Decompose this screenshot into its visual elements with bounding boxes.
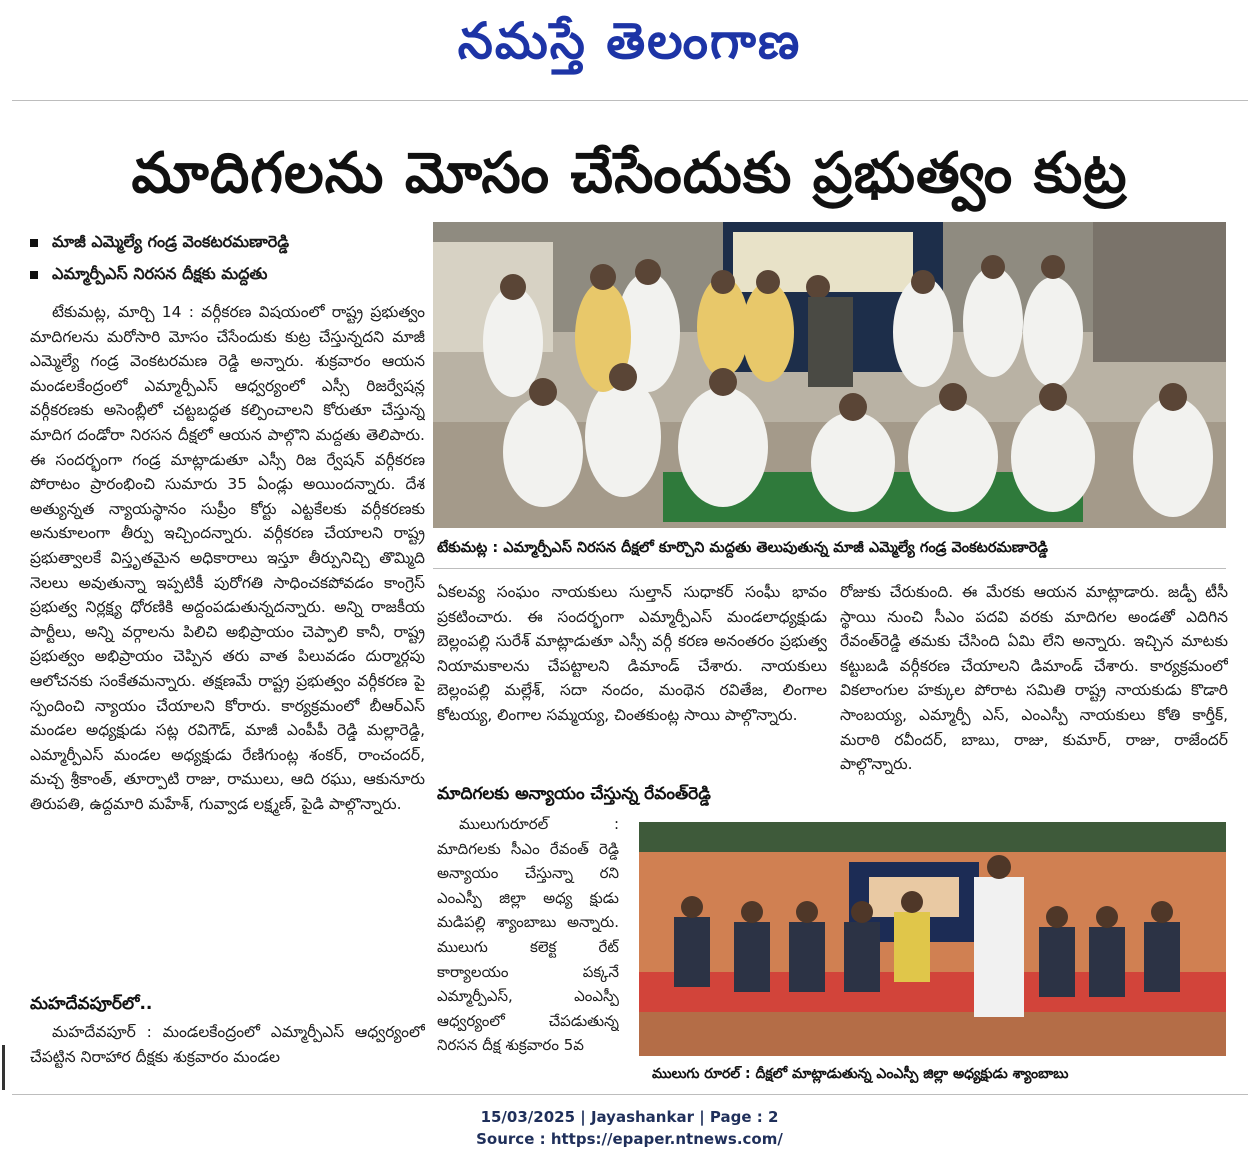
protest-photo-tekumatla	[433, 222, 1226, 528]
bullet-square-icon	[30, 271, 38, 279]
headline: మాదిగలను మోసం చేసేందుకు ప్రభుత్వం కుట్ర	[131, 140, 1128, 206]
footer-date-page: 15/03/2025 | Jayashankar | Page : 2	[480, 1108, 779, 1126]
masthead-title: నమస్తే తెలంగాణ	[457, 11, 802, 70]
photo-caption-tekumatla: టేకుమట్ల : ఎమ్మార్పీఎస్ నిరసన దీక్షలో కూర్చొని మద్దతు తెలుపుతున్న మాజీ ఎమ్మెల్యే గండ్ర వెంకటరమణారెడ్డి	[437, 540, 1049, 556]
protest-photo-image	[433, 222, 1226, 528]
article-mahadevpur: మహదేవపూర్ : మండలకేంద్రంలో ఎమ్మార్పీఎస్ ఆధ్వర్యంలో చేపట్టిన నిరాహార దీక్షకు శుక్రవారం మండల	[30, 1023, 425, 1066]
masthead-divider	[12, 100, 1248, 101]
photo-caption-mulugu: ములుగు రూరల్ : దీక్షలో మాట్లాడుతున్న ఎంఎస్పీ జిల్లా అధ్యక్షుడు శ్యాంబాబు	[652, 1066, 1069, 1082]
article-paragraph: టేకుమట్ల, మార్చి 14 : వర్గీకరణ విషయంలో రాష్ట్ర ప్రభుత్వం మాదిగలను మరోసారి మోసం చేసేందుకు కుట్ర చేస్తున్నదని మాజీ ఎమ్మెల్యే గండ్ర వెంకటరమణ రెడ్డి అన్నారు. శుక్రవారం ఆయన మండలకేంద్రంలో ఎమ్మార్పీఎస్ ఆధ్వర్యంలో ఎస్సీ రిజర్వేషన్ల వర్గీకరణకు అసెంబ్లీలో చట్టబద్ధత కల్పించాలని కోరుతూ చేస్తున్న మాదిగ దండోరా నిరసన దీక్షలో ఆయన పాల్గొని మద్దతు తెలిపారు. ఈ సందర్భంగా గండ్ర మాట్లాడుతూ ఎస్సీ రిజ ర్వేషన్ వర్గీకరణ పోరాటం ప్రారంభించి సుమారు 35 ఏండ్లు అయిందన్నారు. దేశ అత్యున్నత న్యాయస్థానం సుప్రీం కోర్టు ఎట్టకేలకు వర్గీకరణకు అనుకూలంగా తీర్పు ఇచ్చిందన్నారు. వర్గీకరణ చేయాలని రాష్ట్ర ప్రభుత్వాలకే విస్తృతమైన అధికారాలు ఇస్తూ తీర్పునిచ్చి తొమ్మిది నెలలు అవుతున్నా ఇప్పటికీ పురోగతి సాధించకపోవడం కాంగ్రెస్ ప్రభుత్వ నిర్లక్ష్య ధోరణికి అద్దంపడుతున్నదన్నారు. అన్ని రాజకీయ పార్టీలు, అన్ని వర్గాలను పిలిచి అభిప్రాయం చెప్పాలి కానీ, రాష్ట్ర ప్రభుత్వం అభిప్రాయం చెప్పిన తరు వాత పిలువడం దుర్మార్గపు ఆలోచనకు సంకేతమన్నారు. తక్షణమే రాష్ట్ర ప్రభుత్వం వర్గీకరణ పై స్పందించి న్యాయం చేయాలని కోరారు. కార్యక్రమంలో బీఆర్ఎస్ మండల అధ్యక్షుడు సట్ల రవిగౌడ్, మాజీ ఎంపీపీ రెడ్డి మల్లారెడ్డి, ఎమ్మార్పీఎస్ మండల అధ్యక్షుడు రేణిగుంట్ల శంకర్, రాంచందర్, మచ్చ శ్రీకాంత్, తూర్పాటి రాజు, రాములు, ఆది రఘు, ఆకునూరు తిరుపతి, ఉద్దమారి మహేశ్, గువ్వాడ లక్ష్మణ్, పైడి పాల్గొన్నారు.	[30, 303, 425, 813]
protest-photo-image	[639, 822, 1226, 1056]
footer-divider	[12, 1094, 1248, 1095]
article-main	[30, 300, 425, 990]
footer-source-link[interactable]: Source : https://epaper.ntnews.com/	[476, 1130, 783, 1148]
article-mulugu-continued: రోజుకు చేరుకుంది. ఈ మేరకు ఆయన మాట్లాడారు. జడ్పీ టీసీ స్థాయి నుంచి సీఎం పదవి వరకు మాదిగల అండతో ఎదిగిన రేవంత్‌రెడ్డి తమకు చేసింది ఏమి లేని అన్నారు. ఇచ్చిన మాటకు కట్టుబడి వర్గీకరణ చేయాలని డిమాండ్ చేశారు. కార్యక్రమంలో వికలాంగుల హక్కుల పోరాట సమితి రాష్ట్ర నాయకుడు కొడారి సాంబయ్య, ఎమ్మార్పీ ఎస్, ఎంఎస్పీ నాయకులు కోతి కార్తీక్, మరాఠి రవీందర్, బాబు, రాజు, కుమార్, రాజు, రాజేందర్ పాల్గొన్నారు.	[840, 583, 1228, 774]
bullet-square-icon	[30, 239, 38, 247]
bullet-item: ఎమ్మార్పీఎస్ నిరసన దీక్షకు మద్దతు	[30, 258, 425, 290]
article-mulugu: ములుగురూరల్ : మాదిగలకు సీఎం రేవంత్ రెడ్డి అన్యాయం చేస్తున్నా రని ఎంఎస్పీ జిల్లా అధ్య క్షుడు మడిపల్లి శ్యాంబాబు అన్నారు. ములుగు కలెక్ట రేట్ కార్యాలయం పక్కనే ఎమ్మార్పీఎస్, ఎంఎస్పీ ఆధ్వర్యంలో చేపడుతున్న నిరసన దీక్ష శుక్రవారం 5వ	[437, 815, 619, 1055]
page-edge-marker	[2, 1045, 5, 1090]
caption-divider	[433, 568, 1226, 569]
bullet-list	[30, 226, 425, 290]
article-mahadevpur-continued: ఏకలవ్య సంఘం నాయకులు సుల్తాన్ సుధాకర్ సంఘీ భావం ప్రకటించారు. ఈ సందర్భంగా ఎమ్మార్పీఎస్ మండలాధ్యక్షుడు బెల్లంపల్లి సురేశ్ మాట్లాడుతూ ఎస్సీ వర్గీ కరణ అనంతరం ప్రభుత్వ నియామకాలను చేపట్టాలని డిమాండ్ చేశారు. నాయకులు బెల్లంపల్లి మల్లేశ్, సదా నందం, మంథెన రవితేజ, లింగాల కోటయ్య, లింగాల సమ్మయ్య, చింతకుంట్ల సాయి పాల్గొన్నారు.	[437, 583, 827, 724]
subhead-mahadevpur: మహదేవపూర్‌లో..	[30, 994, 153, 1014]
subhead-mulugu: మాదిగలకు అన్యాయం చేస్తున్న రేవంత్‌రెడ్డి	[437, 784, 711, 804]
bullet-item: మాజీ ఎమ్మెల్యే గండ్ర వెంకటరమణారెడ్డి	[30, 226, 425, 258]
protest-photo-mulugu	[639, 822, 1226, 1056]
